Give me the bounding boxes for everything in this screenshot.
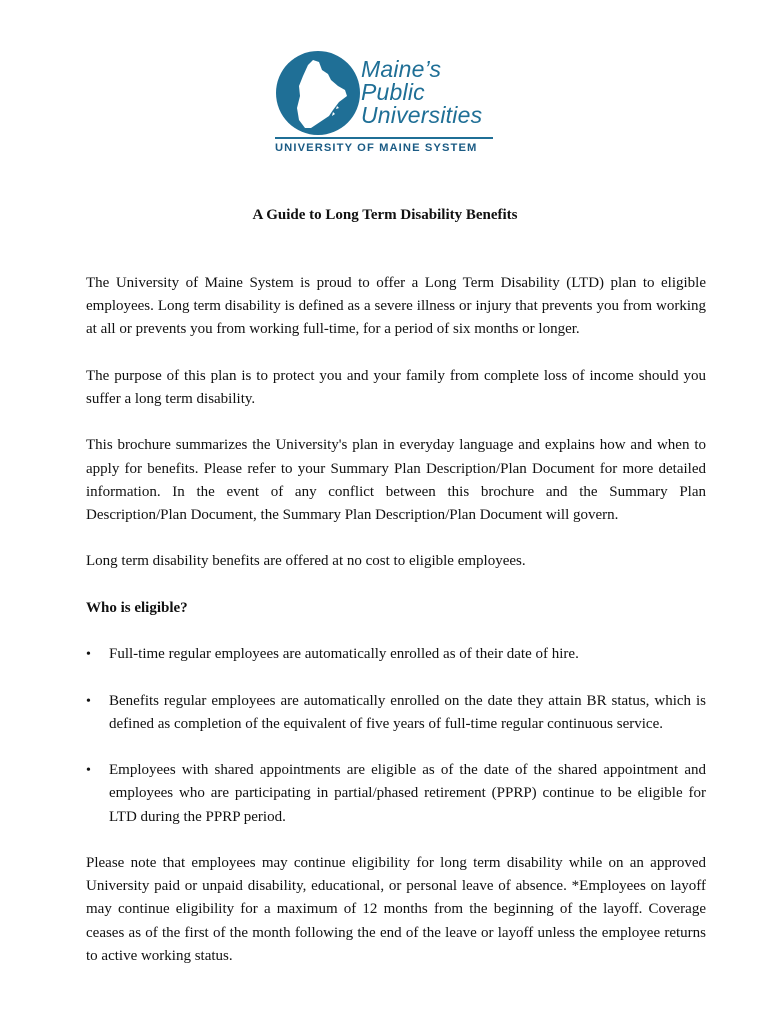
note-paragraph: Please note that employees may continue eligibility for long term disability while on an approved University paid or unpaid disability, educational, or personal leave of absence. *Employees on layoff may continue eligibility for a maximum of 12 months from the beginning of the layoff. Coverage ceases as of the first of the month following the end of the leave or layoff unless the employee returns to active working status. — [86, 854, 706, 964]
logo-wordmark-line-3: Universities — [361, 102, 483, 128]
logo-wordmark-line-1: Maine’s — [361, 56, 442, 82]
list-item — [86, 690, 706, 736]
eligibility-heading: Who is eligible? — [86, 599, 188, 616]
list-item — [86, 759, 706, 829]
list-item-text: Benefits regular employees are automatically enrolled on the date they attain BR status, which is defined as completion of the equivalent of five years of full-time regular continuous service. — [109, 692, 706, 732]
purpose-paragraph: The purpose of this plan is to protect you and your family from complete loss of income should you suffer a long term disability. — [86, 367, 706, 407]
document-title: A Guide to Long Term Disability Benefits — [252, 207, 518, 223]
list-item-text: Full-time regular employees are automatically enrolled as of their date of hire. — [109, 646, 579, 663]
maine-state-map-icon — [275, 50, 361, 136]
logo-wordmark-line-2: Public — [361, 79, 425, 105]
list-item-text: Employees with shared appointments are eligible as of the date of the shared appointment and employees who are participating in partial/phased retirement (PPRP) continue to be eligible for LTD during the PPRP period. — [109, 762, 706, 825]
list-item — [86, 643, 706, 666]
logo-divider — [275, 137, 493, 139]
eligibility-list — [86, 643, 706, 829]
bullet-icon: • — [86, 763, 91, 779]
intro-paragraph: The University of Maine System is proud to offer a Long Term Disability (LTD) plan to eligible employees. Long term disability is defined as a severe illness or injury that prevents you from working at all or prevents you from working full-time, for a period of six months or longer. — [86, 275, 706, 338]
logo-system-name: UNIVERSITY OF MAINE SYSTEM — [275, 142, 478, 154]
summary-paragraph: This brochure summarizes the University's plan in everyday language and explains how and when to apply for benefits. Please refer to your Summary Plan Description/Plan Document for more detailed information. In the event of any conflict between this brochure and the Summary Plan Description/Plan Document, the Summary Plan Description/Plan Document will govern. — [86, 437, 706, 523]
bullet-icon: • — [86, 647, 91, 663]
university-logo — [275, 50, 495, 160]
cost-paragraph: Long term disability benefits are offered at no cost to eligible employees. — [86, 553, 526, 570]
bullet-icon: • — [86, 693, 91, 709]
document-body — [86, 272, 706, 968]
